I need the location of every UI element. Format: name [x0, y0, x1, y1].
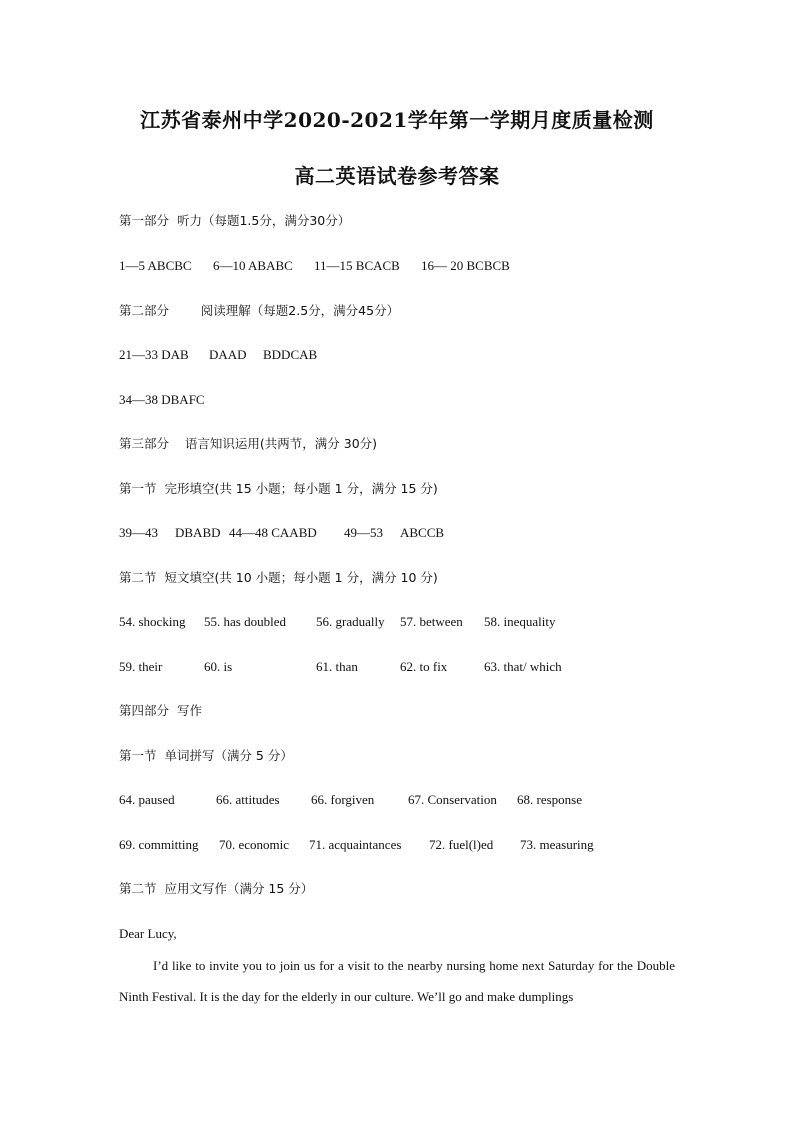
letter-body	[119, 950, 675, 1012]
part4-section2-heading: 第二节 应用文写作（满分 15 分）	[119, 881, 314, 896]
part4-heading: 第四部分 写作	[119, 703, 202, 718]
answer-item: 60. is	[204, 659, 233, 674]
answer-item: 64. paused	[119, 792, 175, 807]
answer-item: 72. fuel(l)ed	[429, 837, 494, 852]
part2-answers-row1	[119, 347, 679, 427]
answer-group: 11—15 BCACB	[314, 258, 400, 273]
part4-section1-heading: 第一节 单词拼写（满分 5 分）	[119, 748, 293, 763]
document-subtitle: 高二英语试卷参考答案	[294, 164, 500, 188]
part3-section2-heading: 第二节 短文填空(共 10 小题；每小题 1 分，满分 10 分)	[119, 570, 438, 585]
answer-item: 57. between	[400, 614, 463, 629]
answer-group: ABCCB	[400, 525, 445, 540]
answer-group: 39—43	[119, 525, 158, 540]
answer-group: 16— 20 BCBCB	[421, 258, 510, 273]
part2-heading: 第二部分 阅读理解（每题2.5分，满分45分）	[119, 303, 400, 318]
answer-item: 59. their	[119, 659, 163, 674]
letter-salutation: Dear Lucy,	[119, 926, 177, 941]
answer-item: 58. inequality	[484, 614, 556, 629]
answer-item: 63. that/ which	[484, 659, 562, 674]
answer-item: 73. measuring	[520, 837, 594, 852]
answer-item: 67. Conservation	[408, 792, 497, 807]
answer-item: 54. shocking	[119, 614, 186, 629]
part2-answers-row2: 34—38 DBAFC	[119, 392, 205, 407]
answer-group: DAAD	[209, 347, 247, 362]
answer-group: 6—10 ABABC	[213, 258, 293, 273]
answer-group: BDDCAB	[263, 347, 318, 362]
answer-item: 68. response	[517, 792, 582, 807]
answer-item: 71. acquaintances	[309, 837, 402, 852]
answer-item: 62. to fix	[400, 659, 448, 674]
answer-group: DBABD	[175, 525, 221, 540]
answer-group: 21—33 DAB	[119, 347, 189, 362]
answer-group: 49—53	[344, 525, 383, 540]
answer-group: 44—48 CAABD	[229, 525, 317, 540]
answer-item: 55. has doubled	[204, 614, 286, 629]
answer-item: 69. committing	[119, 837, 199, 852]
letter-paragraph: I’d like to invite you to join us for a visit to the nearby nursing home next Saturday for the Double Ninth Festival. It is the day for the elderly in our culture. We’ll go and make dumplings	[119, 958, 675, 1004]
part3-section1-heading: 第一节 完形填空(共 15 小题；每小题 1 分，满分 15 分)	[119, 481, 438, 496]
answer-item: 61. than	[316, 659, 358, 674]
answer-item: 66. attitudes	[216, 792, 280, 807]
answer-item: 56. gradually	[316, 614, 385, 629]
document-title: 江苏省泰州中学2020-2021学年第一学期月度质量检测	[140, 108, 654, 132]
part1-heading: 第一部分 听力（每题1.5分，满分30分）	[119, 213, 351, 228]
answer-item: 70. economic	[219, 837, 290, 852]
part3-heading: 第三部分 语言知识运用(共两节，满分 30分)	[119, 436, 378, 451]
answer-item: 66. forgiven	[311, 792, 375, 807]
answer-group: 1—5 ABCBC	[119, 258, 192, 273]
